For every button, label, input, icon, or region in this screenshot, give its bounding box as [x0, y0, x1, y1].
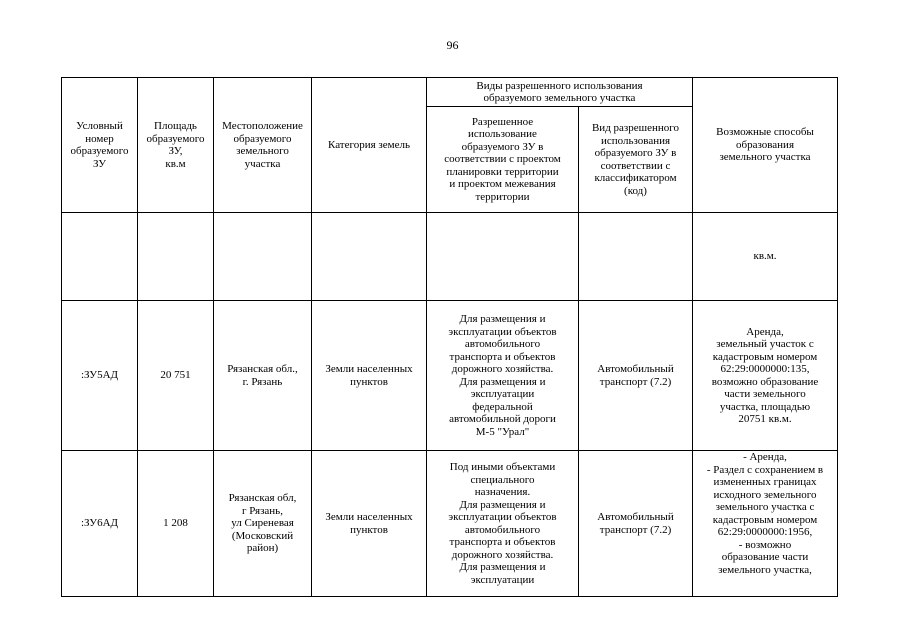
- land-plots-table: [61, 77, 838, 597]
- cell-permitted-use: [427, 213, 579, 301]
- header-row-1: [62, 78, 838, 107]
- page-number: 96: [446, 38, 459, 52]
- cell-land-category: [312, 213, 427, 301]
- header-location: Местоположение образуемого земельного участка: [214, 78, 312, 213]
- cell-permitted-use: Под иными объектами специального назначения. Для размещения и эксплуатации объектов автомобильного транспорта и объектов дорожного хозяйства. Для размещения и эксплуатации: [427, 451, 579, 597]
- cell-plot-number: :ЗУ5АД: [62, 301, 138, 451]
- cell-classifier-code: [579, 213, 693, 301]
- table-row: [62, 213, 838, 301]
- header-land-category: Категория земель: [312, 78, 427, 213]
- cell-location: Рязанская обл., г. Рязань: [214, 301, 312, 451]
- cell-plot-number: :ЗУ6АД: [62, 451, 138, 597]
- cell-land-category: Земли населенных пунктов: [312, 451, 427, 597]
- cell-area: 20 751: [138, 301, 214, 451]
- cell-classifier-code: Автомобильный транспорт (7.2): [579, 301, 693, 451]
- cell-formation-methods: Аренда, земельный участок с кадастровым номером 62:29:0000000:135, возможно образование части земельного участка, площадью 20751 кв.м.: [693, 301, 838, 451]
- cell-location: [214, 213, 312, 301]
- cell-formation-methods: - Аренда, - Раздел с сохранением в измененных границах исходного земельного земельного участка с кадастровым номером 62:29:0000000:1956, - возможно образование части земельного участка,: [693, 451, 838, 597]
- cell-classifier-code: Автомобильный транспорт (7.2): [579, 451, 693, 597]
- table-row: [62, 301, 838, 451]
- table-row: [62, 451, 838, 597]
- cell-land-category: Земли населенных пунктов: [312, 301, 427, 451]
- header-formation-methods: Возможные способы образования земельного участка: [693, 78, 838, 213]
- cell-plot-number: [62, 213, 138, 301]
- cell-area: 1 208: [138, 451, 214, 597]
- header-area: Площадь образуемого ЗУ, кв.м: [138, 78, 214, 213]
- cell-location: Рязанская обл, г Рязань, ул Сиреневая (Московский район): [214, 451, 312, 597]
- header-permitted-use-project: Разрешенное использование образуемого ЗУ в соответствии с проектом планировки территории и проектом межевания территории: [427, 107, 579, 213]
- cell-area: [138, 213, 214, 301]
- header-permitted-use-group: Виды разрешенного использования образуемого земельного участка: [427, 78, 693, 107]
- cell-permitted-use: Для размещения и эксплуатации объектов автомобильного транспорта и объектов дорожного хозяйства. Для размещения и эксплуатации федеральной автомобильной дороги М-5 "Урал": [427, 301, 579, 451]
- header-plot-number: Условный номер образуемого ЗУ: [62, 78, 138, 213]
- cell-formation-methods: кв.м.: [693, 213, 838, 301]
- header-use-classifier-code: Вид разрешенного использования образуемого ЗУ в соответствии с классификатором (код): [579, 107, 693, 213]
